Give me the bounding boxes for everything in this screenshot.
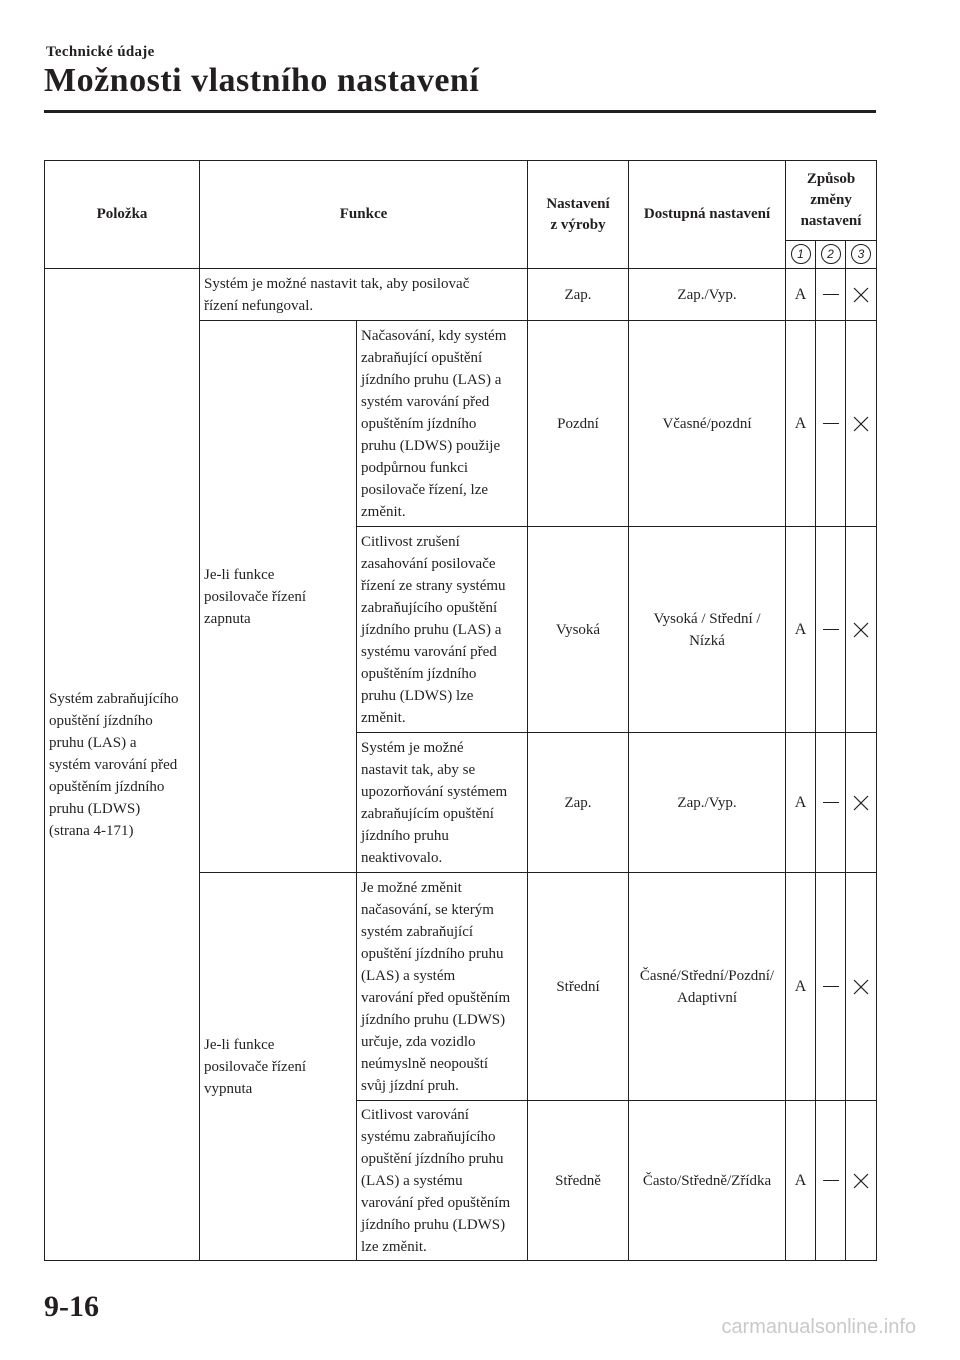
function-cell: Systém je možné nastavit tak, aby posilovač řízení nefungoval. [200, 269, 528, 321]
function-cell: Citlivost zrušení zasahování posilovače řízení ze strany systému zabraňujícího opuštění jízdního pruhu (LAS) a systému varování před opuštěním jízdního pruhu (LDWS) lze změnit. [357, 527, 528, 733]
available-cell: Časné/Střední/Pozdní/ Adaptivní [629, 873, 786, 1101]
method-letter: A [794, 414, 807, 432]
method-1-cell [786, 733, 816, 873]
factory-cell: Středně [528, 1101, 629, 1261]
factory-cell: Vysoká [528, 527, 629, 733]
method-letter: A [794, 793, 807, 811]
cross-icon [852, 286, 870, 304]
method-3-cell [846, 321, 877, 527]
method-letter: A [794, 285, 807, 303]
cross-icon [852, 1172, 870, 1190]
col-header-factory: Nastavení z výroby [528, 161, 629, 269]
page-number: 9-16 [44, 1290, 99, 1323]
watermark: carmanualsonline.info [721, 1316, 916, 1338]
col-header-item: Položka [45, 161, 200, 269]
available-cell: Zap./Vyp. [629, 269, 786, 321]
method-number-3 [846, 241, 877, 269]
method-letter: A [794, 1171, 807, 1189]
group-power-steering-off: Je-li funkce posilovače řízení vypnuta [200, 873, 357, 1261]
factory-cell: Zap. [528, 269, 629, 321]
dash-icon [823, 294, 839, 295]
function-cell: Načasování, kdy systém zabraňující opuštění jízdního pruhu (LAS) a systém varování před opuštěním jízdního pruhu (LDWS) použije podpůrnou funkci posilovače řízení, lze změnit. [357, 321, 528, 527]
method-2-cell [816, 1101, 846, 1261]
method-3-cell [846, 733, 877, 873]
header-row [45, 161, 877, 241]
cross-icon [852, 794, 870, 812]
available-cell: Včasné/pozdní [629, 321, 786, 527]
dash-icon [823, 629, 839, 630]
method-3-cell [846, 527, 877, 733]
method-2-cell [816, 873, 846, 1101]
method-1-cell [786, 269, 816, 321]
factory-cell: Zap. [528, 733, 629, 873]
dash-icon [823, 423, 839, 424]
dash-icon [823, 986, 839, 987]
method-2-cell [816, 321, 846, 527]
available-cell: Vysoká / Střední / Nízká [629, 527, 786, 733]
factory-cell: Pozdní [528, 321, 629, 527]
col-header-available: Dostupná nastavení [629, 161, 786, 269]
group-power-steering-on: Je-li funkce posilovače řízení zapnuta [200, 321, 357, 873]
available-cell: Zap./Vyp. [629, 733, 786, 873]
title-rule [44, 110, 876, 113]
available-cell: Často/Středně/Zřídka [629, 1101, 786, 1261]
circled-number-2-icon: 2 [821, 244, 841, 264]
factory-cell: Střední [528, 873, 629, 1101]
method-number-2 [816, 241, 846, 269]
function-cell: Systém je možné nastavit tak, aby se upozorňování systémem zabraňujícím opuštění jízdního pruhu neaktivovalo. [357, 733, 528, 873]
method-letter: A [794, 977, 807, 995]
function-cell: Citlivost varování systému zabraňujícího opuštění jízdního pruhu (LAS) a systému varování před opuštěním jízdního pruhu (LDWS) lze změnit. [357, 1101, 528, 1261]
method-1-cell [786, 1101, 816, 1261]
dash-icon [823, 1180, 839, 1181]
col-header-function: Funkce [200, 161, 528, 269]
method-3-cell [846, 1101, 877, 1261]
dash-icon [823, 802, 839, 803]
method-number-1 [786, 241, 816, 269]
page-title: Možnosti vlastního nastavení [44, 62, 480, 99]
method-1-cell [786, 321, 816, 527]
method-2-cell [816, 269, 846, 321]
circled-number-1-icon: 1 [791, 244, 811, 264]
method-3-cell [846, 269, 877, 321]
cross-icon [852, 621, 870, 639]
section-label: Technické údaje [46, 44, 155, 60]
method-letter: A [794, 620, 807, 638]
method-3-cell [846, 873, 877, 1101]
function-cell: Je možné změnit načasování, se kterým systém zabraňující opuštění jízdního pruhu (LAS) a systém varování před opuštěním jízdního pruhu (LDWS) určuje, zda vozidlo neúmyslně neopouští svůj jízdní pruh. [357, 873, 528, 1101]
cross-icon [852, 415, 870, 433]
method-2-cell [816, 527, 846, 733]
cross-icon [852, 978, 870, 996]
col-header-method: Způsob změny nastavení [786, 161, 877, 241]
method-2-cell [816, 733, 846, 873]
circled-number-3-icon: 3 [851, 244, 871, 264]
method-1-cell [786, 873, 816, 1101]
item-cell: Systém zabraňujícího opuštění jízdního pruhu (LAS) a systém varování před opuštěním jízdního pruhu (LDWS) (strana 4-171) [45, 269, 200, 1261]
method-1-cell [786, 527, 816, 733]
table-row [45, 269, 877, 321]
settings-table [44, 160, 877, 1261]
